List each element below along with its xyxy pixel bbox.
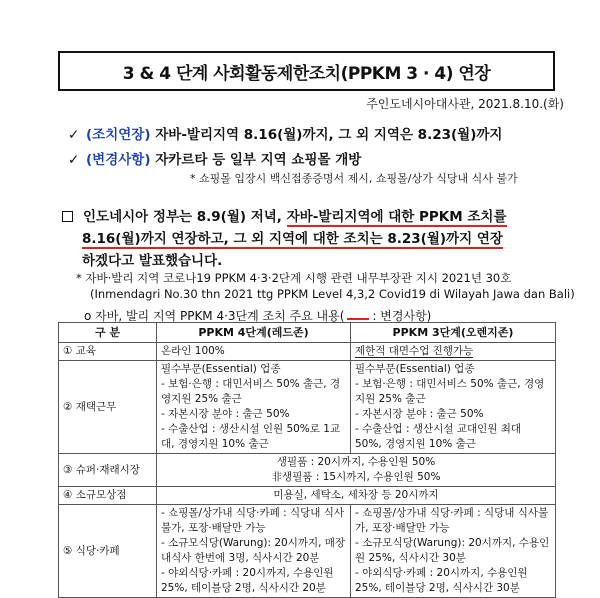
document-title bbox=[58, 51, 555, 91]
table-row-workplace bbox=[59, 361, 556, 454]
main-bullet-line-2: 8.16(월)까지 연장하고, 그 외 지역에 대한 조치는 8.23(월)까지 연장 bbox=[82, 231, 503, 247]
cell-level3: 필수부문(Essential) 업종 - 보험·은행 : 대민서비스 50% 출근, 경영지원 25% 출근 - 자본시장 분야 : 출근 50% - 수출산업 : 생산시설 교대인원 최대 50%, 경영지원 10% 출근 bbox=[351, 361, 556, 454]
main-bullet-line-3: 하겠다고 발표했습니다. bbox=[82, 253, 223, 269]
row-label: ② 재택근무 bbox=[59, 361, 157, 454]
cell-level3: 제한적 대면수업 진행가능 bbox=[351, 343, 556, 361]
header-level3: PPKM 3단계(오렌지존) bbox=[351, 323, 556, 343]
regulation-reference: * 자바·발리 지역 코로나19 PPKM 4·3·2단계 시행 관련 내무부장관 지시 2021년 30호 bbox=[76, 271, 512, 285]
notice-change bbox=[68, 148, 361, 168]
table-row-restaurant bbox=[59, 505, 556, 598]
notice-text: 자바-발리지역 8.16(월)까지, 그 외 지역은 8.23(월)까지 bbox=[155, 127, 503, 143]
ppkm-table bbox=[58, 322, 556, 598]
main-bullet-line-1: 인도네시아 정부는 8.9(월) 저녁, 자바-발리지역에 대한 PPKM 조치를 bbox=[62, 205, 507, 225]
title-text: 3 & 4 단계 사회활동제한조치(PPKM 3 · 4) 연장 bbox=[122, 63, 491, 84]
row-label: ③ 슈퍼·재래시장 bbox=[59, 454, 157, 487]
table-row-education bbox=[59, 343, 556, 361]
cell-merged: 미용실, 세탁소, 세차장 등 20시까지 bbox=[157, 487, 556, 505]
regulation-reference-id: (Inmendagri No.30 thn 2021 ttg PPKM Level 4,3,2 Covid19 di Wilayah Jawa dan Bali) bbox=[90, 287, 575, 301]
notice-text: 자카르타 등 일부 지역 쇼핑몰 개방 bbox=[155, 152, 362, 168]
header-level4: PPKM 4단계(레드존) bbox=[157, 323, 351, 343]
square-bullet-icon bbox=[62, 211, 73, 222]
notice-extension bbox=[68, 123, 502, 143]
change-marker bbox=[347, 318, 369, 320]
cell-level4: 온라인 100% bbox=[157, 343, 351, 361]
row-label: ① 교육 bbox=[59, 343, 157, 361]
sub-heading: o 자바, 발리 지역 PPKM 4·3단계 조치 주요 내용( : 변경사항) bbox=[84, 309, 432, 323]
check-icon: ✓ bbox=[68, 127, 80, 143]
row-label: ⑤ 식당·카페 bbox=[59, 505, 157, 598]
source-line: 주인도네시아대사관, 2021.8.10.(화) bbox=[366, 97, 564, 111]
notice-footnote: * 쇼핑몰 입장시 백신접종증명서 제시, 쇼핑몰/상가 식당내 식사 불가 bbox=[190, 172, 518, 185]
table-row-small-business bbox=[59, 487, 556, 505]
cell-level3: - 쇼핑몰/상가내 식당·카페 : 식당내 식사불가, 포장·배달만 가능 - 소규모식당(Warung): 20시까지, 수용인원 25%, 식사시간 30분 - 야외식당·카페 : 20시까지, 수용인원 25%, 테이블당 2명, 식사시간 30분 bbox=[351, 505, 556, 598]
notice-tag: (변경사항) bbox=[86, 152, 151, 168]
cell-level4: 필수부문(Essential) 업종 - 보험·은행 : 대민서비스 50% 출근, 경영지원 25% 출근 - 자본시장 분야 : 출근 50% - 수출산업 : 생산시설 인원 50%로 1교대, 경영지원 10% 출근 bbox=[157, 361, 351, 454]
cell-merged: 생필품 : 20시까지, 수용인원 50% 非생필품 : 15시까지, 수용인원 50% bbox=[157, 454, 556, 487]
table-row-supermarket bbox=[59, 454, 556, 487]
header-category: 구 분 bbox=[59, 323, 157, 343]
cell-level4: - 쇼핑몰/상가내 식당·카페 : 식당내 식사불가, 포장·배달만 가능 - 소규모식당(Warung): 20시까지, 매장내식사 한번에 3명, 식사시간 20분 - 야외식당·카페 : 20시까지, 수용인원 25%, 테이블당 2명, 식사시간 20분 bbox=[157, 505, 351, 598]
notice-tag: (조치연장) bbox=[86, 127, 151, 143]
table-header-row bbox=[59, 323, 556, 343]
row-label: ④ 소규모상점 bbox=[59, 487, 157, 505]
check-icon: ✓ bbox=[68, 152, 80, 168]
